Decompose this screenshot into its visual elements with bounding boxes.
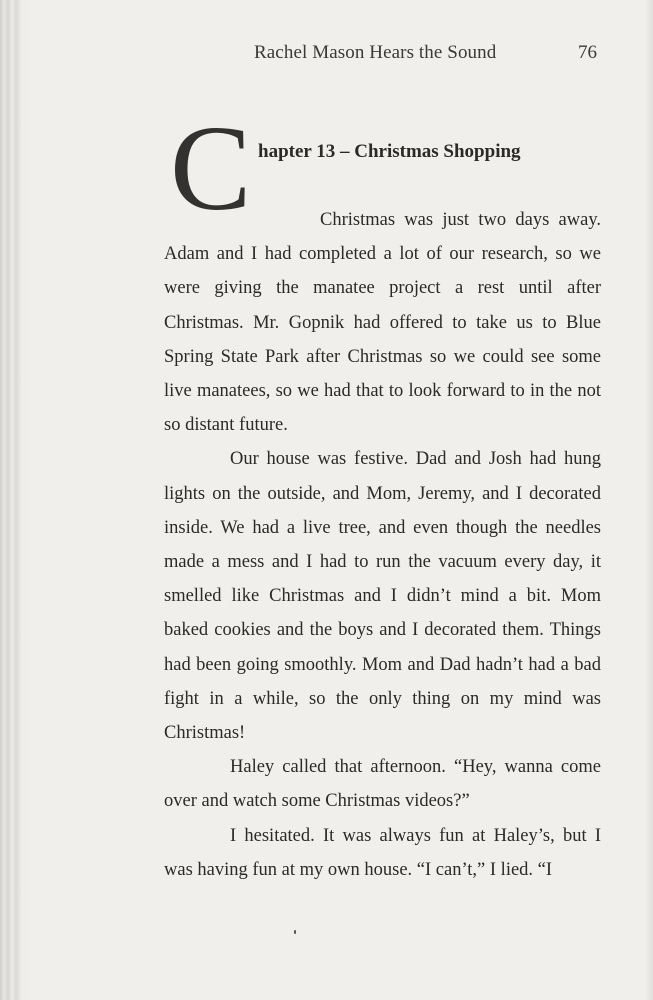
running-head-title: Rachel Mason Hears the Sound [254, 42, 497, 63]
page-edge-right [645, 0, 653, 1000]
paragraph: I hesitated. It was always fun at Haley’s, but I was having fun at my own house. “I can’t,” I lied. “I [164, 825, 601, 880]
ink-speck [294, 930, 296, 934]
chapter-drop-cap: C [170, 101, 252, 236]
paragraph: Our house was festive. Dad and Josh had hung lights on the outside, and Mom, Jeremy, and I decorated inside. We had a live tree, and even though the needles made a mess and I had to run the vacuum every day, it smelled like Christmas and I didn’t mind a bit. Mom baked cookies and the boys and I decorated them. Things had been going smoothly. Mom and Dad hadn’t had a bad fight in a while, so the only thing on my mind was Christmas! [164, 449, 601, 744]
page-number: 76 [578, 42, 597, 63]
page-edge-left [0, 0, 30, 1000]
paragraph: Haley called that afternoon. “Hey, wanna come over and watch some Christmas videos?” [164, 757, 601, 812]
chapter-title: hapter 13 – Christmas Shopping [258, 141, 521, 162]
body-text [164, 203, 601, 887]
paragraph: Christmas was just two days away. Adam and I had completed a lot of our research, so we were giving the manatee project a rest until after Christmas. Mr. Gopnik had offered to take us to Blue Spring State Park after Christmas so we could see some live manatees, so we had that to look forward to in the not so distant future. [164, 210, 601, 436]
